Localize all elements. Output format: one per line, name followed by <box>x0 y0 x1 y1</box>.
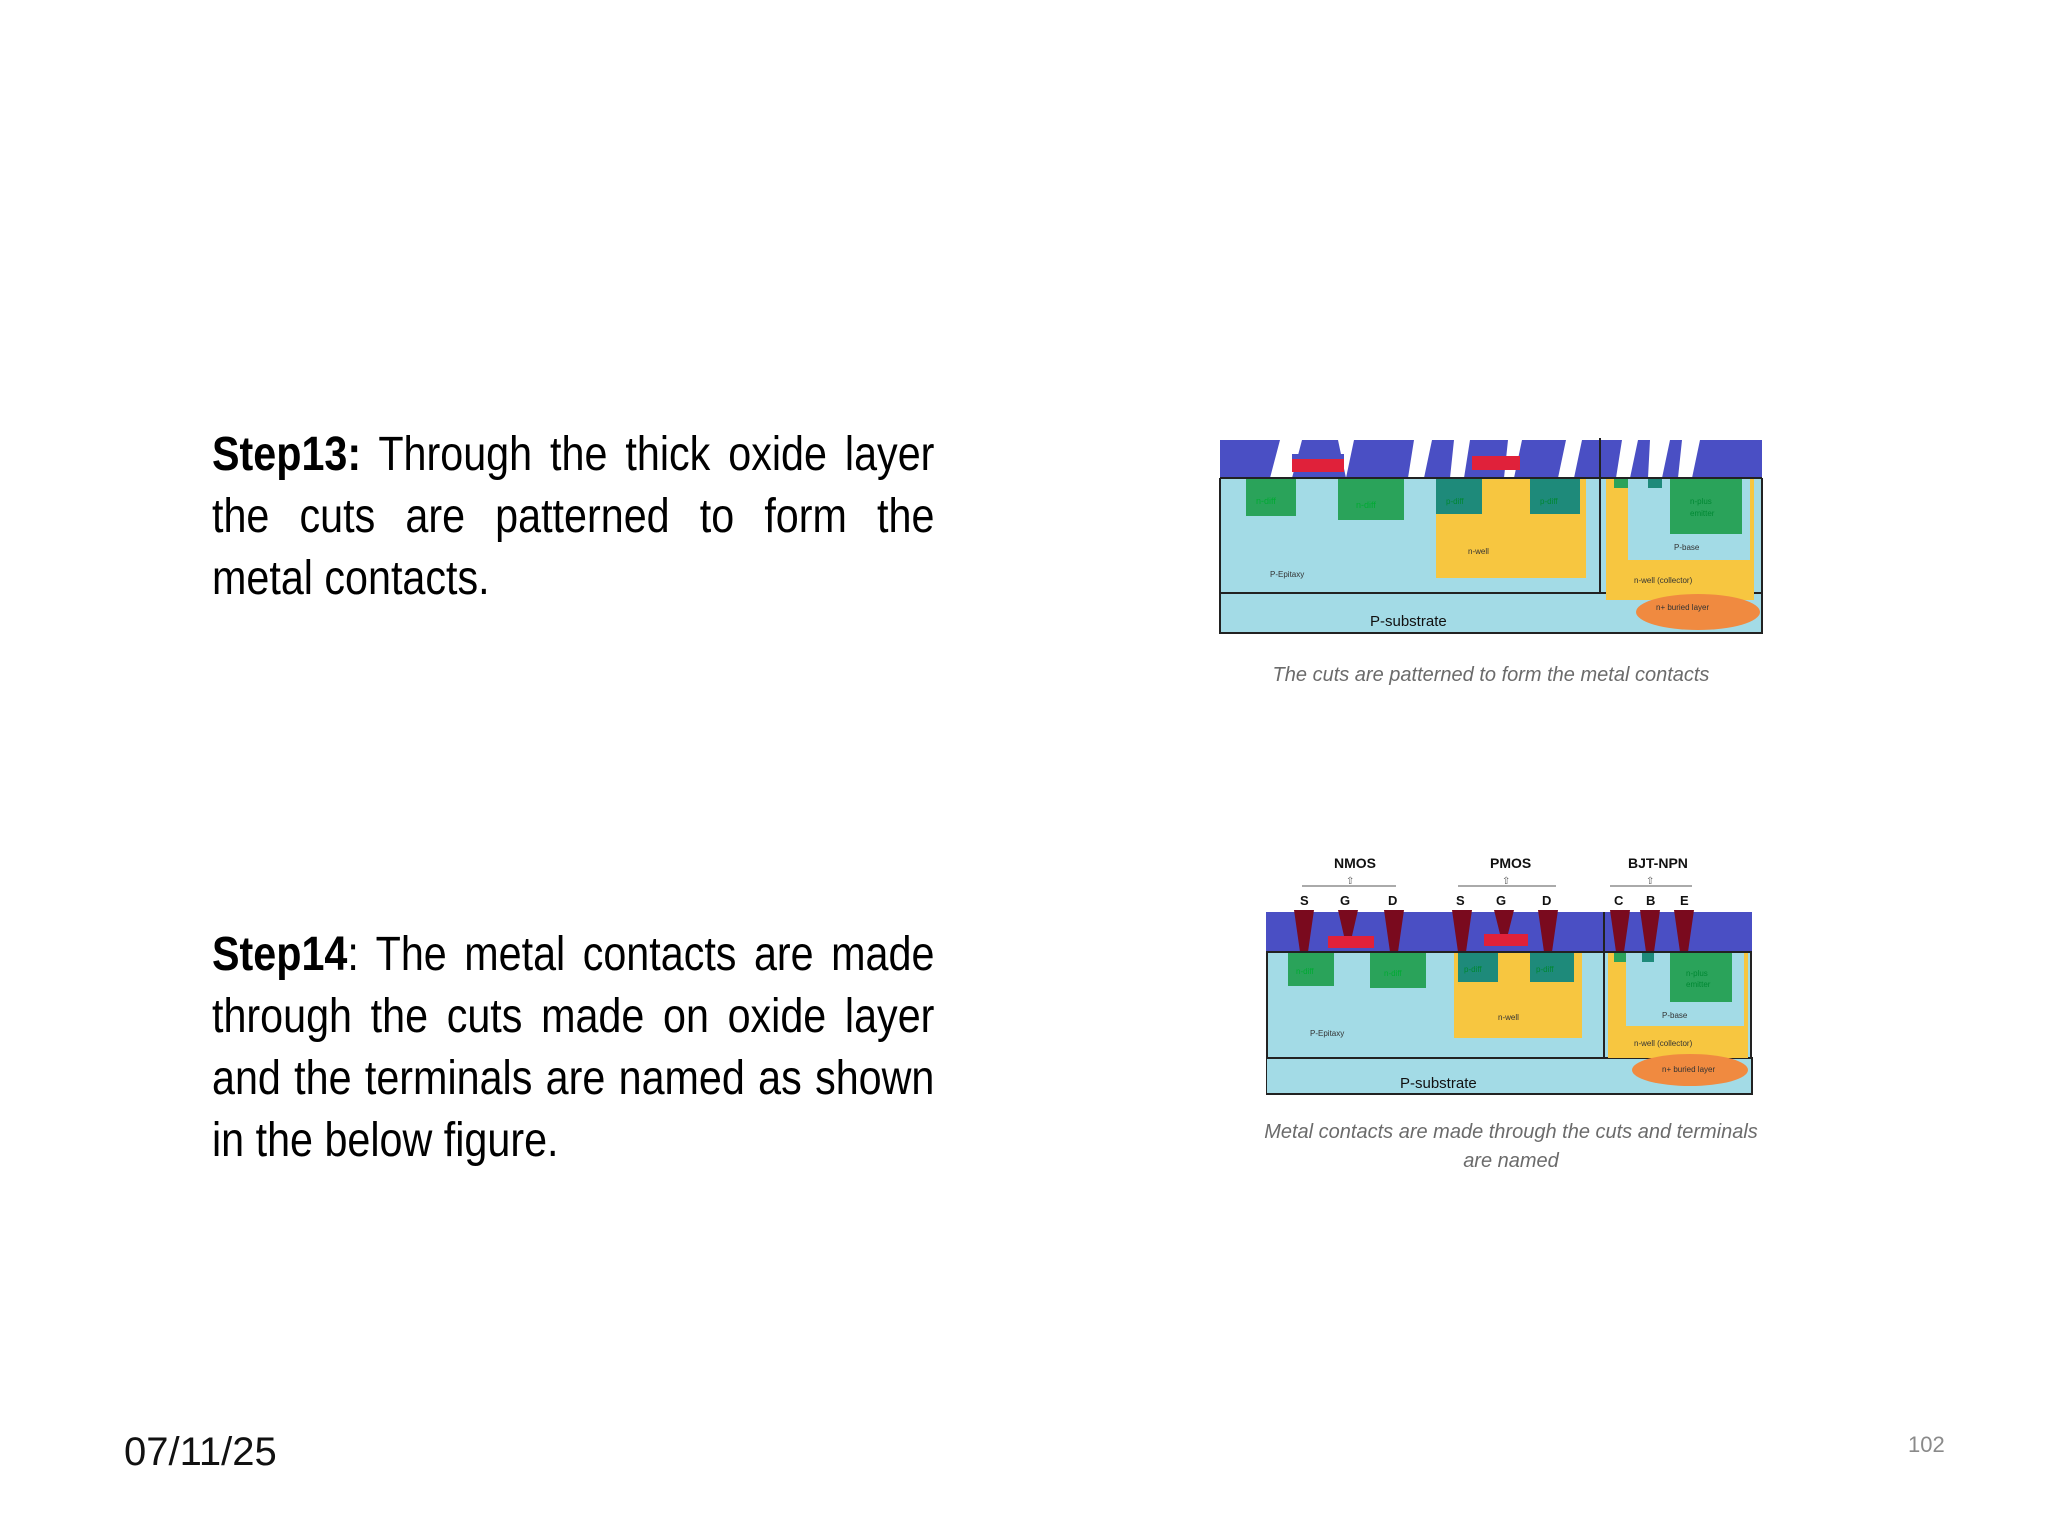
label-emitter: emitter <box>1690 509 1715 518</box>
label-p-epitaxy: P-Epitaxy <box>1310 1029 1345 1038</box>
pmos-gate <box>1484 934 1528 946</box>
bjt-arrow-icon: ⇧ <box>1646 876 1655 887</box>
nmos-gate <box>1328 936 1374 948</box>
page-number: 102 <box>1908 1432 1945 1457</box>
step14-paragraph <box>212 924 934 1172</box>
buried-layer <box>1636 594 1760 630</box>
base-contact <box>1648 478 1662 488</box>
terminal-pmos-g: G <box>1496 893 1507 908</box>
step13-label: Step13: <box>212 428 362 481</box>
footer-date: 07/11/25 <box>124 1430 277 1474</box>
pmos-gate <box>1472 456 1520 470</box>
collector-contact <box>1614 952 1626 962</box>
step14-label: Step14 <box>212 928 348 981</box>
nmos-arrow-icon: ⇧ <box>1346 876 1355 887</box>
figure-step14-cross-section <box>1266 850 1756 1106</box>
label-n-plus: n-plus <box>1690 497 1712 506</box>
step13-body: Through the thick oxide layer the cuts are patterned to form the metal contacts. <box>212 428 935 605</box>
caption-line-1: Metal contacts are made through the cuts and terminals <box>1264 1121 1758 1143</box>
label-p-substrate: P-substrate <box>1400 1075 1477 1092</box>
terminal-bjt-e: E <box>1680 893 1689 908</box>
n-diff-2 <box>1338 478 1404 520</box>
terminal-nmos-d: D <box>1388 893 1398 908</box>
label-n-diff-1: n-diff <box>1256 496 1276 506</box>
label-p-base: P-base <box>1674 543 1700 552</box>
label-pmos: PMOS <box>1490 855 1532 871</box>
caption-line-2: are named <box>1463 1150 1559 1172</box>
label-p-base: P-base <box>1662 1011 1688 1020</box>
label-n-diff-1: n-diff <box>1296 967 1314 976</box>
label-p-substrate: P-substrate <box>1370 613 1447 630</box>
label-bjt-npn: BJT-NPN <box>1628 855 1688 871</box>
label-p-diff-1: p-diff <box>1464 965 1482 974</box>
label-nmos: NMOS <box>1334 855 1376 871</box>
base-contact <box>1642 952 1654 962</box>
terminal-bjt-c: C <box>1614 893 1624 908</box>
label-emitter: emitter <box>1686 980 1711 989</box>
label-p-diff-1: p-diff <box>1446 497 1464 506</box>
n-plus-emitter <box>1670 478 1742 534</box>
label-n-well: n-well <box>1468 547 1489 556</box>
label-buried-layer: n+ buried layer <box>1662 1065 1716 1074</box>
step14-body: : The metal contacts are made through the cuts made on oxide layer and the terminals are named as shown in the below figure. <box>212 928 935 1167</box>
collector-contact <box>1614 478 1628 488</box>
terminal-nmos-s: S <box>1300 893 1309 908</box>
nmos-gate <box>1292 458 1344 472</box>
p-diff-1 <box>1436 478 1482 514</box>
label-p-epitaxy: P-Epitaxy <box>1270 570 1305 579</box>
p-diff-2 <box>1530 478 1580 514</box>
label-buried-layer: n+ buried layer <box>1656 603 1710 612</box>
terminal-bjt-b: B <box>1646 893 1656 908</box>
figure-step14-caption <box>1260 1118 1762 1176</box>
label-n-diff-2: n-diff <box>1384 969 1402 978</box>
figure-step13-cross-section <box>1218 430 1764 644</box>
label-p-diff-2: p-diff <box>1536 965 1554 974</box>
figure-step13-caption: The cuts are patterned to form the metal contacts <box>1272 664 1710 686</box>
terminal-pmos-d: D <box>1542 893 1552 908</box>
label-collector: n-well (collector) <box>1634 576 1693 585</box>
label-n-plus: n-plus <box>1686 969 1708 978</box>
step13-paragraph <box>212 424 934 610</box>
terminal-pmos-s: S <box>1456 893 1465 908</box>
terminal-nmos-g: G <box>1340 893 1351 908</box>
label-n-diff-2: n-diff <box>1356 500 1376 510</box>
label-n-well: n-well <box>1498 1013 1519 1022</box>
label-collector: n-well (collector) <box>1634 1039 1693 1048</box>
label-p-diff-2: p-diff <box>1540 497 1558 506</box>
pmos-arrow-icon: ⇧ <box>1502 876 1511 887</box>
nmos-gate-oxide <box>1292 454 1344 459</box>
